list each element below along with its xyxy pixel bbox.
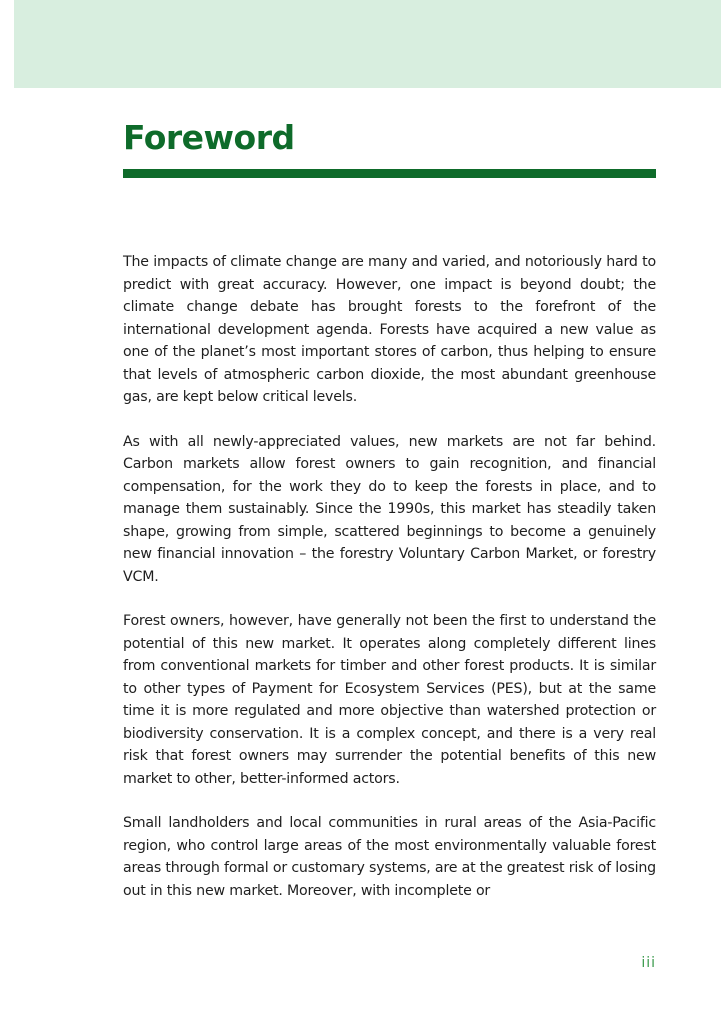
paragraph-1: The impacts of climate change are many and varied, and notoriously hard to predict with great accuracy. However, one impact is beyond doubt; the climate change debate has brought forests to the forefront of the international development agenda. Forests have acquired a new value as one of the planet’s most important stores of carbon, thus helping to ensure that levels of atmospheric carbon dioxide, the most abundant greenhouse gas, are kept below critical levels. (123, 254, 656, 405)
title-underline (123, 169, 656, 178)
paragraph-4: Small landholders and local communities in rural areas of the Asia-Pacific region, who control large areas of the most environmentally valuable forest areas through formal or customary systems, are at the greatest risk of losing out in this new market. Moreover, with incomplete or (123, 815, 656, 899)
paragraph-3: Forest owners, however, have generally not been the first to understand the potential of this new market. It operates along completely different lines from conventional markets for timber and other forest products. It is similar to other types of Payment for Ecosystem Services (PES), but at the same time it is more regulated and more objective than watershed protection or biodiversity conservation. It is a complex concept, and there is a very real risk that forest owners may surrender the potential benefits of this new market to other, better-informed actors. (123, 613, 656, 787)
paragraph-2: As with all newly-appreciated values, new markets are not far behind. Carbon markets allow forest owners to gain recognition, and financial compensation, for the work they do to keep the forests in place, and to manage them sustainably. Since the 1990s, this market has steadily taken shape, growing from simple, scattered beginnings to become a genuinely new financial innovation – the forestry Voluntary Carbon Market, or forestry VCM. (123, 433, 656, 585)
page-number: iii (641, 955, 656, 971)
page-title: Foreword (123, 118, 295, 157)
body-text (123, 251, 656, 924)
header-band (14, 0, 721, 88)
